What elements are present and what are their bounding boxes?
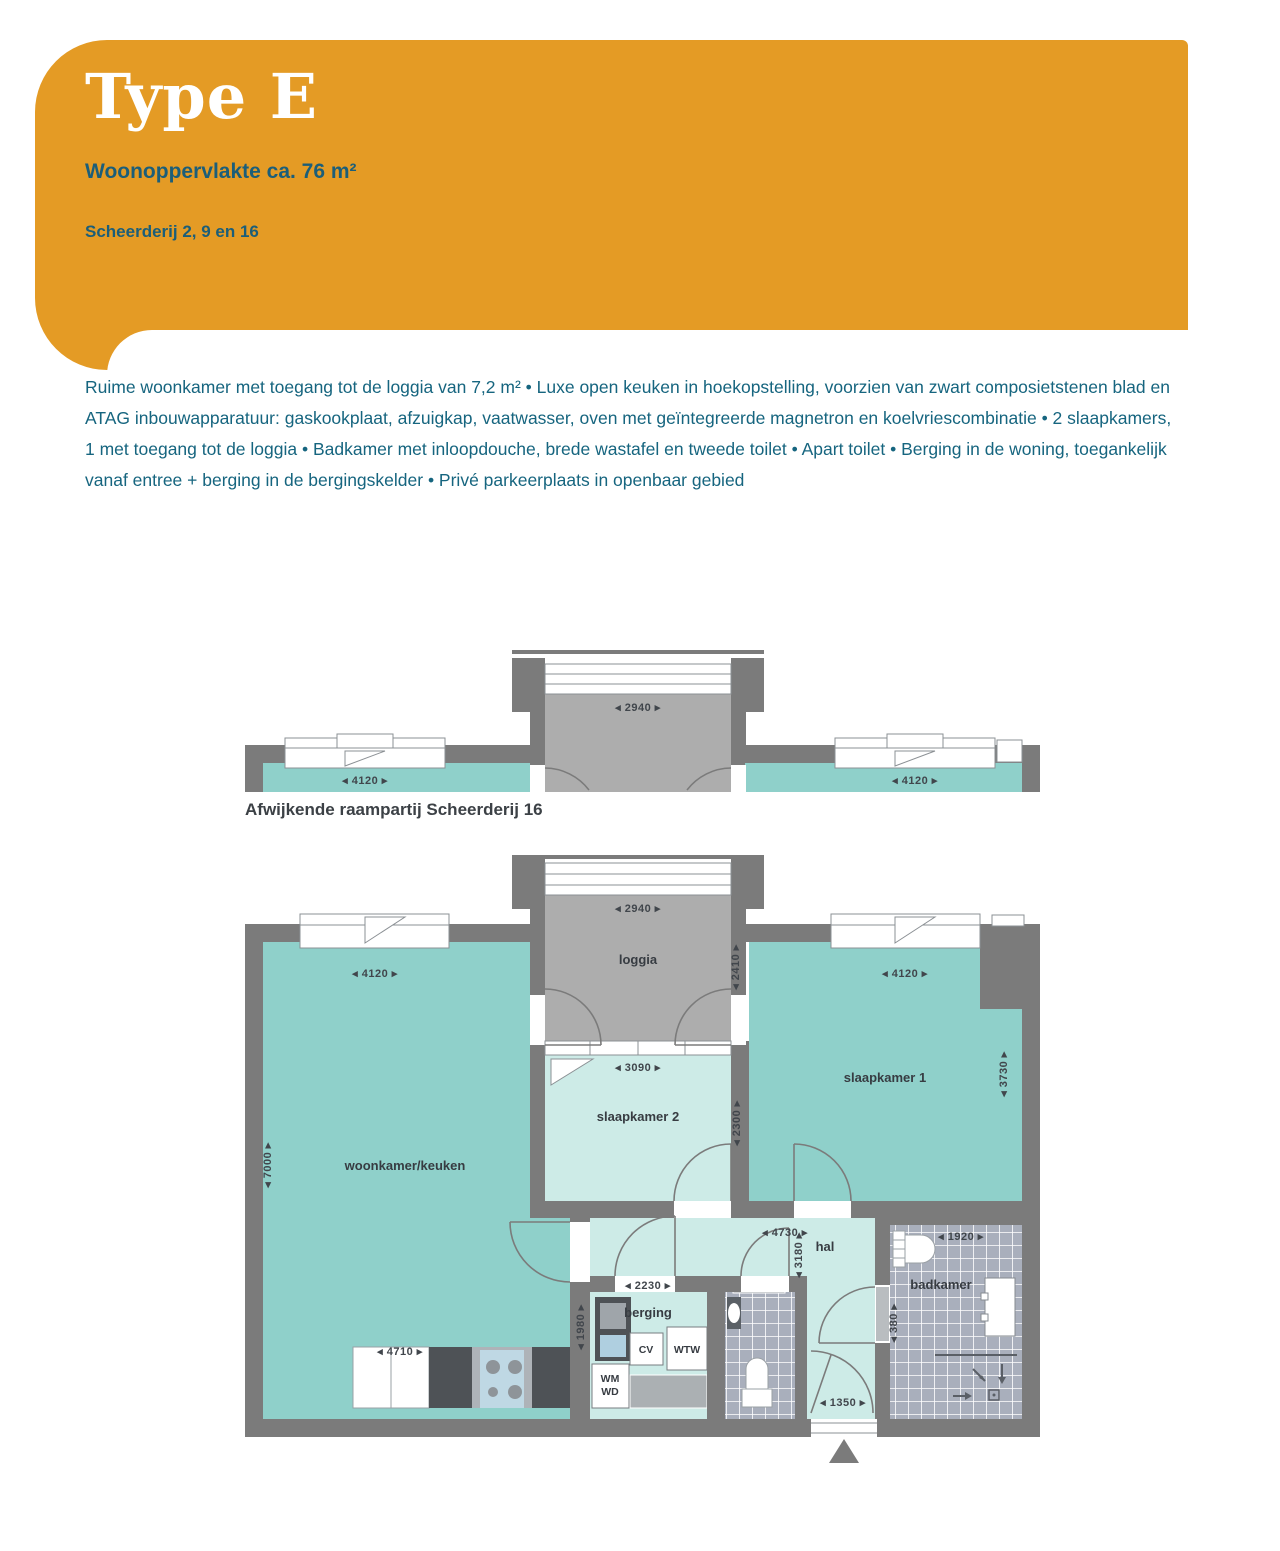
page-title: Type E bbox=[85, 60, 318, 133]
dim-woonkamer-width: ◂ 4710 ▸ bbox=[377, 1346, 423, 1358]
wastafel-icon bbox=[985, 1278, 1015, 1336]
fragment-floorplan bbox=[245, 650, 1040, 792]
description-paragraph: Ruime woonkamer met toegang tot de loggia van 7,2 m² • Luxe open keuken in hoekopstelling, voorzien van zwart composietstenen blad en ATAG inbouwapparatuur: gaskookplaat, afzuigkap, vaatwasser, oven met geïntegreerde magnetron en koelvriescombinatie • 2 slaapkamers, 1 met toegang tot de loggia • Badkamer met inloopdouche, brede wastafel en tweede toilet • Apart toilet • Berging in de woning, toegankelijk vanaf entree + berging in de bergingskelder • Privé parkeerplaats in openbaar gebied bbox=[85, 377, 1172, 490]
wm-label: WM bbox=[600, 1373, 620, 1385]
entrance-arrow-icon bbox=[829, 1439, 859, 1463]
address-line: Scheerderij 2, 9 en 16 bbox=[85, 222, 259, 241]
wtw-label: WTW bbox=[673, 1344, 701, 1356]
dim-woonkamer-depth: ◂ 7000 ▸ bbox=[262, 1142, 274, 1188]
dim-window-right: ◂ 4120 ▸ bbox=[882, 968, 928, 980]
dim-slaapkamer2-width: ◂ 3090 ▸ bbox=[615, 1062, 661, 1074]
dim-hal-width: ◂ 4730 ▸ bbox=[762, 1227, 808, 1239]
dim-badkamer-depth: ◂ 380 ▸ bbox=[888, 1303, 900, 1343]
toilet-basin-icon bbox=[728, 1303, 740, 1323]
dim-berging-width: ◂ 2230 ▸ bbox=[625, 1280, 671, 1292]
dim-entree-width: ◂ 1350 ▸ bbox=[820, 1397, 866, 1409]
hal-label: hal bbox=[815, 1239, 835, 1254]
dim-loggia-width: ◂ 2940 ▸ bbox=[615, 702, 661, 714]
wd-label: WD bbox=[601, 1386, 619, 1398]
dim-berging-depth: ◂ 1980 ▸ bbox=[575, 1304, 587, 1350]
living-area-subtitle: Woonoppervlakte ca. 76 m² bbox=[85, 160, 357, 183]
loggia-top-window bbox=[545, 863, 731, 895]
cv-label: CV bbox=[638, 1344, 654, 1356]
slaapkamer1-label: slaapkamer 1 bbox=[843, 1070, 927, 1085]
badkamer-wc-icon bbox=[905, 1235, 935, 1263]
wc-bowl-icon bbox=[746, 1358, 768, 1389]
window-woonkamer bbox=[300, 914, 449, 948]
dim-slaapkamer2-depth: ◂ 2300 ▸ bbox=[731, 1100, 743, 1146]
woonkamer-label: woonkamer/keuken bbox=[344, 1158, 466, 1173]
fragment-window-right bbox=[835, 734, 995, 768]
fragment-right-notch bbox=[997, 740, 1022, 762]
fragment-loggia-window bbox=[545, 664, 731, 694]
berging-label: berging bbox=[624, 1305, 672, 1320]
dim-slaapkamer1-depth: ◂ 3730 ▸ bbox=[998, 1051, 1010, 1097]
dim-loggia-depth: ◂ 2410 ▸ bbox=[730, 944, 742, 990]
berging-worktop bbox=[630, 1375, 707, 1408]
main-floorplan bbox=[245, 855, 1040, 1470]
dim-loggia-width: ◂ 2940 ▸ bbox=[615, 903, 661, 915]
loggia-label: loggia bbox=[618, 952, 658, 967]
corner-notch bbox=[992, 915, 1024, 926]
loggia-floor bbox=[545, 895, 731, 1051]
dim-hal-depth: ◂ 3180 ▸ bbox=[793, 1232, 805, 1278]
badkamer-label: badkamer bbox=[910, 1277, 972, 1292]
dim-window-left: ◂ 4120 ▸ bbox=[352, 968, 398, 980]
fragment-window-left bbox=[285, 734, 445, 768]
window-slaapkamer1 bbox=[831, 914, 980, 948]
slaapkamer2-floor bbox=[545, 1051, 731, 1218]
dim-window-right: ◂ 4120 ▸ bbox=[892, 775, 938, 787]
dim-badkamer-width: ◂ 1920 ▸ bbox=[938, 1231, 984, 1243]
fragment-caption: Afwijkende raampartij Scheerderij 16 bbox=[245, 800, 543, 819]
header-banner-curve bbox=[107, 330, 1188, 375]
slaapkamer2-label: slaapkamer 2 bbox=[596, 1109, 680, 1124]
hob-icon bbox=[480, 1350, 524, 1408]
dim-window-left: ◂ 4120 ▸ bbox=[342, 775, 388, 787]
wc-tank bbox=[742, 1389, 772, 1407]
